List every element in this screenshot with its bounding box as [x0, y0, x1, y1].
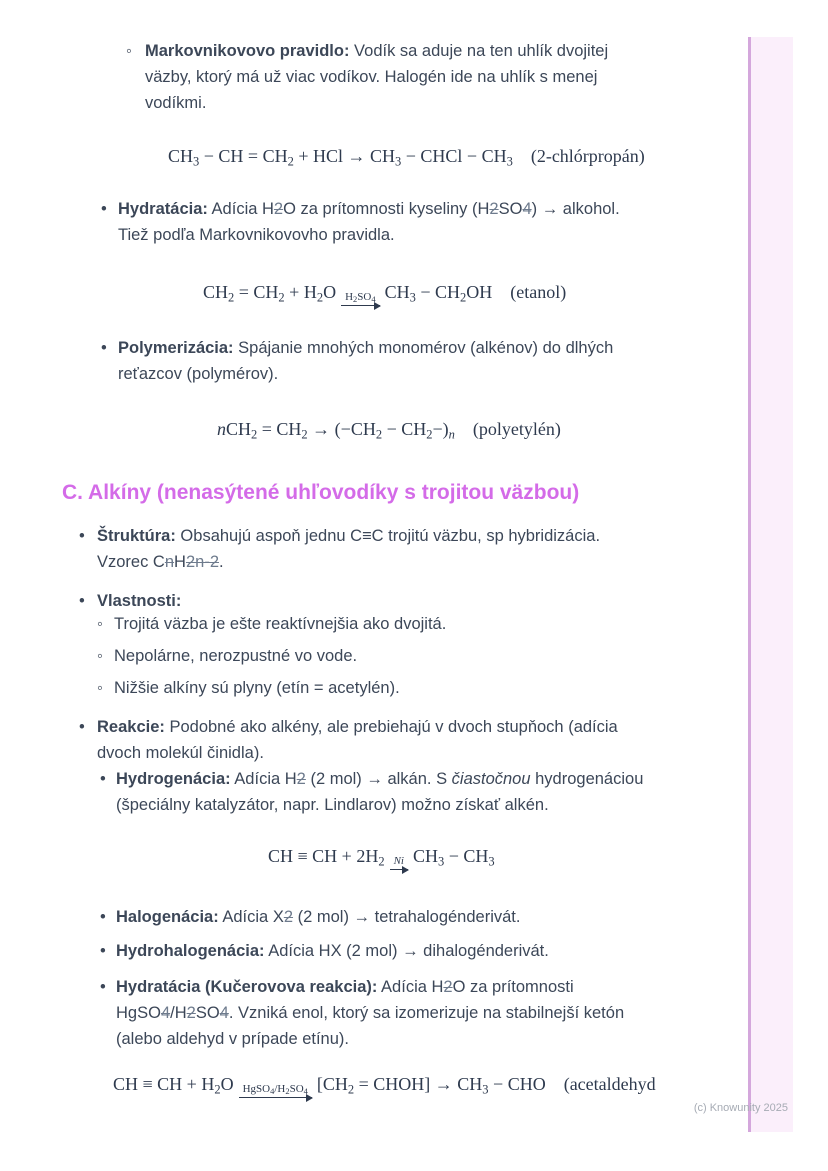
solid-bullet-icon: • — [101, 200, 107, 218]
list-item-text: Reakcie: Podobné ako alkény, ale prebiehajú v dvoch stupňoch (adícia dvoch molekúl činidla). — [97, 718, 618, 762]
solid-bullet-icon: • — [100, 942, 106, 960]
reaction-arrow-icon: Ni — [390, 855, 408, 875]
list-item-text: Markovnikovovo pravidlo: Vodík sa aduje na ten uhlík dvojitej väzby, ktorý má už viac vodíkov. Halogén ide na uhlík s menej vodíkmi. — [145, 42, 609, 112]
list-item-hydrohalogenacia — [100, 938, 549, 964]
page-margin-bar — [748, 37, 793, 1132]
solid-bullet-icon: • — [100, 908, 106, 926]
list-item-text: Hydratácia: Adícia H2O za prítomnosti kyseliny (H2SO4) → alkohol. Tiež podľa Markovnikovovho pravidla. — [118, 200, 620, 244]
open-bullet-icon: ◦ — [97, 647, 103, 665]
formula-etanol: CH2 = CH2 + H2O H2SO4 CH3 − CH2OH (etanol) — [203, 279, 566, 311]
list-item-halogenacia — [100, 904, 520, 930]
list-item-text: Štruktúra: Obsahujú aspoň jednu C≡C trojitú väzbu, sp hybridizácia. Vzorec CnH2n-2. — [97, 527, 601, 571]
list-item-text: Vlastnosti: — [97, 592, 182, 610]
list-item-hydratacia — [101, 196, 620, 248]
solid-bullet-icon: • — [100, 978, 106, 996]
solid-bullet-icon: • — [100, 770, 106, 788]
list-item-kucerov — [100, 974, 624, 1052]
list-item-markovnikov — [126, 38, 608, 116]
list-item-text: Nepolárne, nerozpustné vo vode. — [114, 647, 358, 665]
list-item-nepolarne — [97, 643, 357, 669]
list-item-hydrogenacia — [100, 766, 643, 818]
list-item-trojita-vazba — [97, 611, 446, 637]
list-item-text: Polymerizácia: Spájanie mnohých monomérov (alkénov) do dlhých reťazcov (polymérov). — [118, 339, 614, 383]
copyright-watermark: (c) Knowunity 2025 — [693, 1102, 788, 1114]
formula-acetaldehyd: CH ≡ CH + H2O HgSO4/H2SO4 [CH2 = CHOH] → CH3 − CHO (acetaldehyd — [113, 1071, 710, 1103]
solid-bullet-icon: • — [101, 339, 107, 357]
list-item-text: Hydrohalogenácia: Adícia HX (2 mol) → dihalogénderivát. — [116, 942, 549, 960]
formula-hydrogenation-ni: CH ≡ CH + 2H2 Ni CH3 − CH3 — [268, 843, 495, 875]
reaction-arrow-icon: HgSO4/H2SO4 — [239, 1083, 312, 1103]
open-bullet-icon: ◦ — [97, 615, 103, 633]
list-item-reakcie — [79, 714, 618, 766]
solid-bullet-icon: • — [79, 592, 85, 610]
list-item-text: Hydratácia (Kučerovova reakcia): Adícia H2O za prítomnosti HgSO4/H2SO4. Vzniká enol, ktorý sa izomerizuje na stabilnejší ketón (alebo aldehyd v prípade etínu). — [116, 978, 625, 1048]
open-bullet-icon: ◦ — [97, 679, 103, 697]
list-item-polymerizacia — [101, 335, 613, 387]
list-item-text: Trojitá väzba je ešte reaktívnejšia ako dvojitá. — [114, 615, 447, 633]
open-bullet-icon: ◦ — [126, 42, 132, 60]
list-item-text: Hydrogenácia: Adícia H2 (2 mol) → alkán. S čiastočnou hydrogenáciou (špeciálny katalyzátor, napr. Lindlarov) možno získať alkén. — [116, 770, 644, 814]
list-item-nizsie-alkiny — [97, 675, 400, 701]
solid-bullet-icon: • — [79, 718, 85, 736]
section-heading-alkyny: C. Alkíny (nenasýtené uhľovodíky s trojitou väzbou) — [62, 481, 580, 504]
list-item-text: Nižšie alkíny sú plyny (etín = acetylén). — [114, 679, 400, 697]
list-item-struktura — [79, 523, 600, 575]
formula-chloropropane: CH3 − CH = CH2 + HCl → CH3 − CHCl − CH3 (2-chlórpropán) — [168, 146, 645, 169]
formula-polyetylen: nCH2 = CH2 → (−CH2 − CH2−)n (polyetylén) — [217, 419, 561, 442]
reaction-arrow-icon: H2SO4 — [341, 291, 380, 311]
solid-bullet-icon: • — [79, 527, 85, 545]
list-item-text: Halogenácia: Adícia X2 (2 mol) → tetrahalogénderivát. — [116, 908, 521, 926]
